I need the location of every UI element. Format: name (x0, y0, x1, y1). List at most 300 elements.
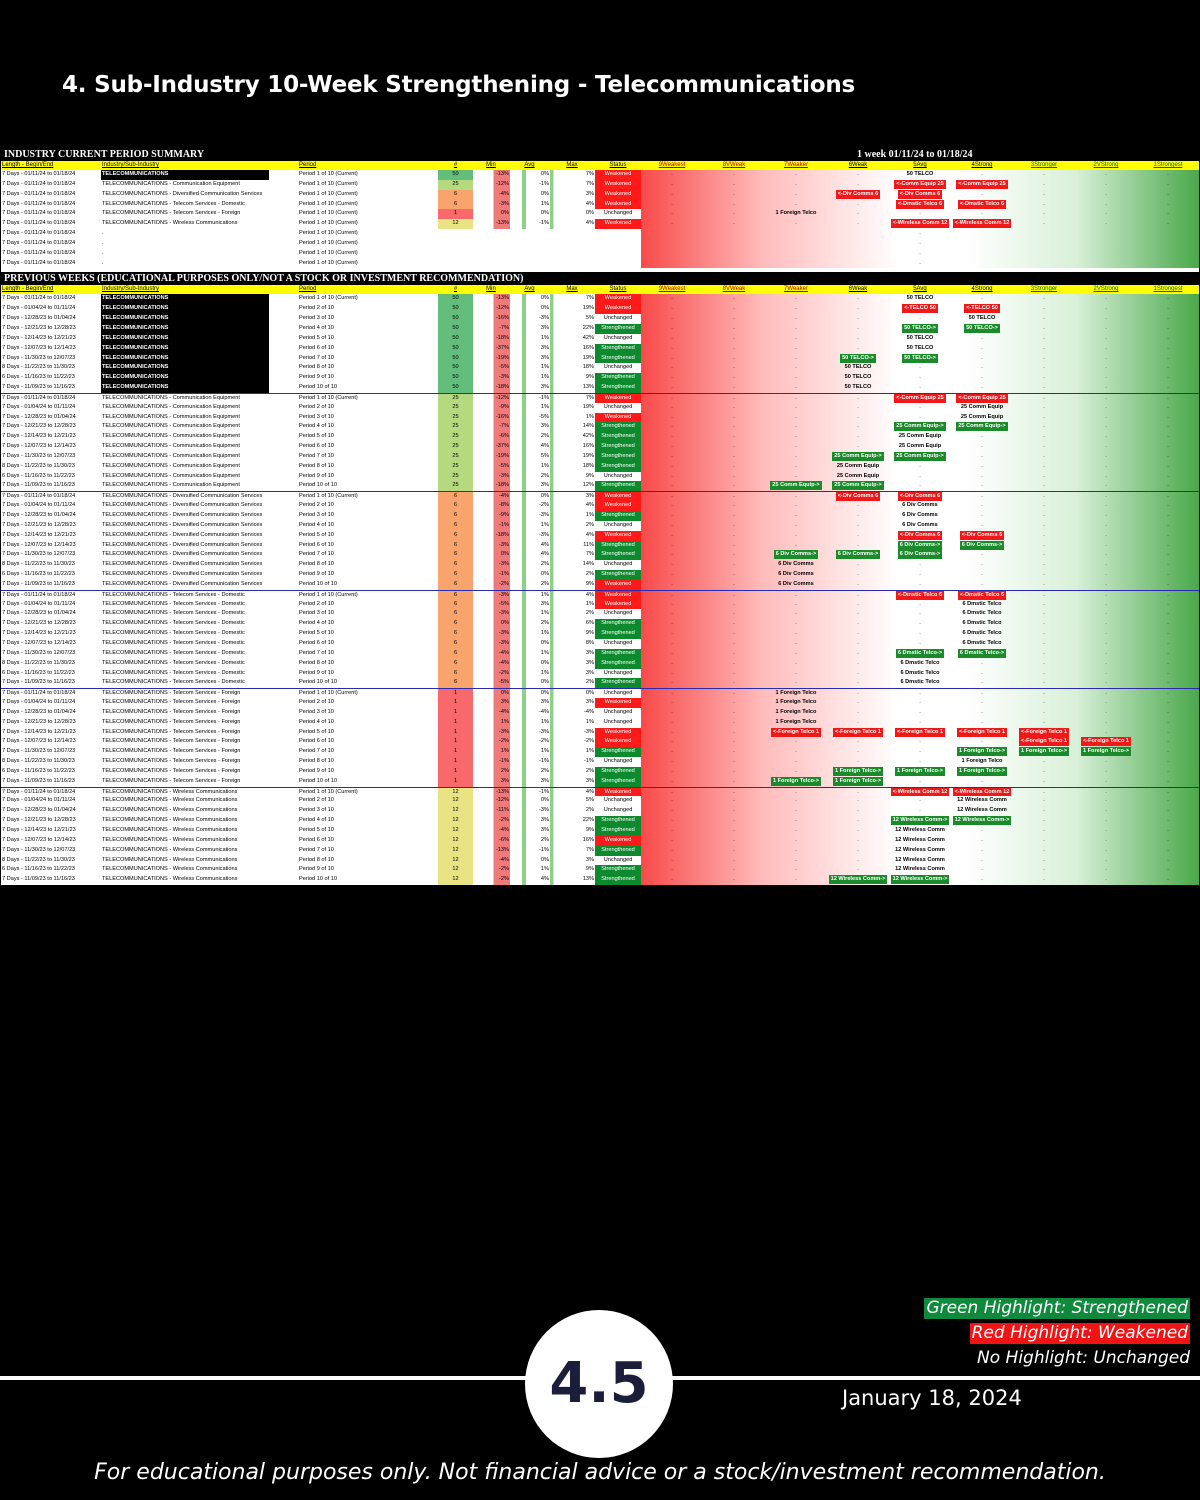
rank-cell (827, 324, 889, 334)
rank-cell (765, 728, 827, 738)
rank-cell (827, 344, 889, 354)
rank-dot: . (1167, 210, 1169, 217)
rank-cell (765, 259, 827, 269)
rank-cell (951, 521, 1013, 531)
rank-cell (765, 856, 827, 866)
rank-dot: . (733, 679, 735, 686)
cell: 12 (438, 875, 473, 885)
rank-dot: . (1043, 591, 1045, 598)
cell: 16% (550, 344, 595, 354)
rank-cell (641, 511, 703, 521)
cell: 8 Days - 11/22/23 to 11/30/23 (2, 561, 75, 568)
cell: -2% (473, 816, 510, 826)
rank-cell (1075, 788, 1137, 797)
rank-cell (1137, 394, 1199, 403)
cell: Weakened (595, 413, 641, 423)
rank-tag: 6 Dmstic Telco (962, 639, 1002, 646)
rank-cell (827, 190, 889, 200)
rank-dot: . (919, 580, 921, 587)
cell: -6% (473, 836, 510, 846)
rank-cell (1013, 314, 1075, 324)
previous-rows (1, 294, 1199, 885)
rank-cell (1013, 788, 1075, 797)
cell: Period 3 of 10 (299, 413, 334, 420)
rank-cell (641, 334, 703, 344)
cell: Unchanged (603, 797, 633, 804)
rank-cell (765, 550, 827, 560)
rank-dot: . (919, 748, 921, 755)
rank-dot: . (1043, 521, 1045, 528)
rank-dot: . (919, 239, 921, 246)
rank-cell (889, 294, 951, 304)
rank-cell (765, 570, 827, 580)
rank-dot: . (671, 423, 673, 430)
cell: 25 (438, 413, 473, 423)
cell: -2% (510, 737, 550, 747)
rank-tag: 25 Comm Equip-> (896, 423, 944, 430)
table-row (1, 491, 1199, 501)
cell: -3% (510, 314, 550, 324)
rank-dot: . (1043, 541, 1045, 548)
rank-cell (889, 324, 951, 334)
rank-dot: . (671, 180, 673, 187)
rank-dot: . (1105, 423, 1107, 430)
rank-cell (1013, 591, 1075, 600)
rank-dot: . (1105, 758, 1107, 765)
rank-cell (1075, 619, 1137, 629)
rank-cell (951, 659, 1013, 669)
cell: Strengthened (595, 767, 641, 777)
rank-dot: . (795, 639, 797, 646)
cell: Period 1 of 10 (Current) (299, 493, 358, 500)
rank-tag: 1 Foreign Telco-> (1020, 748, 1068, 755)
rank-cell (827, 209, 889, 219)
cell: 7% (550, 550, 595, 560)
rank-cell (703, 591, 765, 600)
rank-dot: . (981, 462, 983, 469)
rank-dot: . (733, 649, 735, 656)
page-title: 4. Sub-Industry 10-Week Strengthening - Telecommunications (62, 72, 856, 98)
cell: 7 Days - 11/09/23 to 11/16/23 (2, 777, 75, 784)
table-row (1, 875, 1199, 885)
cell: 1% (510, 363, 550, 373)
rank-cell (1013, 219, 1075, 229)
rank-dot: . (733, 551, 735, 558)
rank-cell (765, 180, 827, 190)
rank-cell (703, 541, 765, 551)
rank-grid (641, 550, 1199, 560)
cell: 25 (438, 394, 473, 403)
cell: -3% (473, 560, 510, 570)
rank-dot: . (981, 512, 983, 518)
rank-dot: . (857, 324, 859, 331)
rank-tag: <-Foreign Telco 1 (958, 728, 1006, 735)
rank-dot: . (857, 344, 859, 351)
cell: 7 Days - 12/28/23 to 01/04/24 (2, 708, 76, 715)
cell: Period 5 of 10 (299, 827, 334, 833)
cell: Strengthened (595, 344, 641, 354)
cell: -12% (473, 394, 510, 403)
rank-tag: 1 Foreign Telco (775, 210, 817, 217)
rank-dot: . (795, 846, 797, 853)
cell: -5% (473, 678, 510, 688)
rank-cell (827, 259, 889, 269)
column-header: Max (566, 162, 578, 168)
column-header: Status (609, 162, 627, 168)
rank-dot: . (671, 669, 673, 676)
rank-tag: 6 Div Comms (778, 561, 814, 568)
cell: -3% (510, 806, 550, 816)
cell: 1 (438, 708, 473, 718)
rank-dot: . (1167, 384, 1169, 391)
rank-dot: . (795, 394, 797, 401)
rank-cell (1075, 511, 1137, 521)
rank-dot: . (857, 630, 859, 637)
rank-dot: . (1105, 472, 1107, 479)
table-row (1, 619, 1199, 629)
rank-cell (951, 649, 1013, 659)
column-header: # (453, 162, 458, 168)
rank-cell (951, 737, 1013, 747)
rank-cell (1137, 373, 1199, 383)
rank-cell (1013, 836, 1075, 846)
cell: Strengthened (595, 649, 641, 659)
rank-dot: . (981, 738, 983, 745)
rank-cell (1013, 472, 1075, 482)
cell: TELECOMMUNICATIONS - Communication Equipment (102, 472, 240, 479)
rank-tag: <-Foreign Telco 1 (834, 728, 882, 735)
rank-cell (703, 777, 765, 787)
cell: Period 2 of 10 (299, 600, 334, 607)
cell: Period 1 of 10 (Current) (299, 220, 358, 227)
table-row (1, 639, 1199, 649)
cell: -11% (473, 806, 510, 816)
rank-dot: . (1167, 788, 1169, 795)
rank-cell (889, 354, 951, 364)
rank-dot: . (671, 413, 673, 420)
rank-cell (765, 767, 827, 777)
rank-tag: <-TELCO 50 (904, 305, 936, 312)
rank-dot: . (1167, 452, 1169, 459)
rank-cell (641, 324, 703, 334)
cell: 7 Days - 01/11/24 to 01/18/24 (2, 239, 76, 246)
rank-cell (1013, 259, 1075, 269)
rank-dot: . (1043, 777, 1045, 784)
rank-grid (641, 304, 1199, 314)
rank-cell (703, 363, 765, 373)
cell: Period 1 of 10 (Current) (299, 249, 358, 256)
cell: 8% (550, 639, 595, 649)
rank-dot: . (671, 334, 673, 341)
rank-dot: . (1167, 639, 1169, 646)
rank-dot: . (1105, 561, 1107, 568)
rank-cell (765, 875, 827, 885)
cell: -7% (473, 324, 510, 334)
cell: TELECOMMUNICATIONS - Communication Equipment (102, 433, 240, 440)
rank-cell (765, 452, 827, 462)
rank-dot: . (795, 502, 797, 509)
cell: 3% (550, 669, 595, 679)
rank-cell (951, 209, 1013, 219)
legend-unchanged: No Highlight: Unchanged (977, 1348, 1190, 1368)
rank-cell (1137, 836, 1199, 846)
rank-cell (765, 501, 827, 511)
cell: 50 (438, 314, 473, 324)
cell: Strengthened (595, 747, 641, 757)
rank-dot: . (671, 738, 673, 745)
cell: 16% (550, 442, 595, 452)
rank-cell (951, 777, 1013, 787)
cell: Weakened (595, 580, 641, 590)
cell: Period 1 of 10 (Current) (299, 190, 358, 197)
cell: -1% (550, 757, 595, 767)
cell: TELECOMMUNICATIONS - Communication Equipment (102, 413, 240, 420)
rank-tag: 6 Dmstic Telco-> (897, 649, 943, 656)
rank-grid (641, 541, 1199, 551)
cell: TELECOMMUNICATIONS - Communication Equipment (102, 423, 240, 430)
rank-cell (765, 239, 827, 249)
rank-dot: . (733, 364, 735, 371)
rank-dot: . (1105, 866, 1107, 873)
rank-cell (889, 170, 951, 180)
cell: Period 1 of 10 (Current) (299, 690, 358, 697)
rank-dot: . (1167, 659, 1169, 666)
rank-cell (641, 777, 703, 787)
rank-dot: . (795, 797, 797, 804)
cell: Unchanged (603, 669, 633, 676)
rank-dot: . (1105, 690, 1107, 697)
rank-dot: . (733, 571, 735, 578)
column-header: 4Strong (971, 286, 993, 293)
rank-dot: . (795, 413, 797, 420)
rank-dot: . (671, 649, 673, 656)
rank-cell (641, 580, 703, 590)
rank-dot: . (733, 630, 735, 637)
rank-cell (1137, 659, 1199, 669)
cell: 4% (510, 541, 550, 551)
rank-dot: . (857, 561, 859, 568)
rank-dot: . (1043, 669, 1045, 676)
cell: 1% (510, 629, 550, 639)
cell: Unchanged (603, 639, 633, 646)
rank-dot: . (981, 571, 983, 578)
rank-dot: . (1167, 413, 1169, 420)
rank-cell (827, 836, 889, 846)
rank-cell (889, 190, 951, 200)
cell: TELECOMMUNICATIONS - Telecom Services - Domestic (102, 639, 245, 646)
rank-cell (641, 609, 703, 619)
rank-dot: . (1105, 600, 1107, 607)
column-header: 1Strongest (1153, 286, 1183, 293)
cell: Period 1 of 10 (Current) (299, 210, 358, 217)
rank-cell (889, 591, 951, 600)
cell: 9% (550, 629, 595, 639)
cell: Period 1 of 10 (Current) (299, 200, 358, 207)
rank-cell (1013, 619, 1075, 629)
rank-cell (703, 550, 765, 560)
table-row (1, 787, 1199, 797)
cell: 3% (510, 344, 550, 354)
rank-cell (641, 600, 703, 610)
rank-dot: . (671, 827, 673, 833)
rank-cell (827, 354, 889, 364)
rank-cell (951, 856, 1013, 866)
rank-dot: . (795, 443, 797, 450)
rank-dot: . (671, 462, 673, 469)
rank-cell (1075, 580, 1137, 590)
cell: 1% (550, 600, 595, 610)
cell: 7 Days - 01/11/24 to 01/18/24 (2, 394, 76, 401)
rank-dot: . (981, 171, 983, 177)
rank-cell (1137, 403, 1199, 413)
column-header-row (1, 161, 1199, 170)
cell: 25 (438, 472, 473, 482)
rank-cell (703, 383, 765, 393)
cell: TELECOMMUNICATIONS - Telecom Services - Domestic (102, 649, 245, 656)
rank-cell (641, 219, 703, 229)
cell: Period 1 of 10 (Current) (299, 230, 358, 237)
cell: 11% (550, 541, 595, 551)
rank-dot: . (1043, 452, 1045, 459)
rank-cell (641, 875, 703, 885)
rank-cell (1137, 560, 1199, 570)
rank-cell (765, 314, 827, 324)
rank-tag: <-Comm Equip 25 (958, 180, 1006, 187)
cell: 1 (438, 777, 473, 787)
rank-tag: 12 Wireless Comm (895, 846, 945, 853)
rank-cell (889, 757, 951, 767)
rank-cell (1137, 629, 1199, 639)
rank-cell (1137, 294, 1199, 304)
cell: 2% (550, 609, 595, 619)
rank-dot: . (671, 807, 673, 814)
rank-cell (765, 678, 827, 688)
cell (438, 239, 473, 249)
rank-cell (641, 492, 703, 501)
cell: TELECOMMUNICATIONS (101, 324, 269, 334)
cell: 7 Days - 01/11/24 to 01/18/24 (2, 295, 76, 302)
cell: 7 Days - 12/21/23 to 12/28/23 (2, 521, 76, 528)
rank-cell (889, 259, 951, 269)
rank-cell (1013, 492, 1075, 501)
rank-cell (765, 619, 827, 629)
rank-cell (827, 846, 889, 856)
cell: 42% (550, 334, 595, 344)
rank-dot: . (1167, 521, 1169, 528)
rank-dot: . (795, 856, 797, 863)
rank-cell (641, 521, 703, 531)
rank-grid (641, 324, 1199, 334)
rank-dot: . (1167, 708, 1169, 715)
cell: 4% (510, 875, 550, 885)
rank-cell (703, 521, 765, 531)
column-header: 9Weakest (658, 162, 686, 168)
cell: . (102, 259, 104, 266)
cell: TELECOMMUNICATIONS - Diversified Communication Services (102, 580, 263, 587)
rank-dot: . (733, 200, 735, 207)
rank-cell (1013, 856, 1075, 866)
cell: 0% (510, 190, 550, 200)
rank-cell (827, 698, 889, 708)
rank-dot: . (1105, 728, 1107, 735)
table-row (1, 678, 1199, 688)
cell: 6 (438, 639, 473, 649)
rank-cell (951, 757, 1013, 767)
cell: Strengthened (595, 826, 641, 836)
rank-cell (703, 708, 765, 718)
rank-dot: . (981, 777, 983, 784)
cell: Unchanged (603, 758, 633, 765)
rank-dot: . (1043, 394, 1045, 401)
cell: -37% (473, 442, 510, 452)
rank-cell (765, 531, 827, 541)
rank-tag: 6 Dmstic Telco (900, 659, 940, 666)
rank-grid (641, 180, 1199, 190)
rank-dot: . (1043, 423, 1045, 430)
cell: Weakened (595, 190, 641, 200)
rank-cell (703, 619, 765, 629)
rank-cell (1137, 708, 1199, 718)
rank-tag: <-Dmstic Telco 6 (897, 591, 943, 598)
rank-dot: . (857, 531, 859, 538)
rank-dot: . (919, 718, 921, 725)
rank-tag: 6 Div Comms-> (961, 541, 1003, 548)
rank-cell (641, 531, 703, 541)
rank-dot: . (733, 876, 735, 883)
cell: -2% (473, 580, 510, 590)
rank-cell (641, 403, 703, 413)
rank-cell (1137, 550, 1199, 560)
rank-cell (889, 314, 951, 324)
cell: Weakened (595, 531, 641, 541)
table-row (1, 239, 1199, 249)
rank-tag: 1 Foreign Telco (775, 718, 817, 725)
rank-dot: . (671, 876, 673, 883)
rank-cell (889, 373, 951, 383)
rank-cell (951, 314, 1013, 324)
table-row (1, 806, 1199, 816)
cell: Period 4 of 10 (299, 718, 334, 725)
rank-dot: . (857, 748, 859, 755)
column-header: 6Weak (848, 162, 868, 168)
rank-cell (641, 826, 703, 836)
cell: 7 Days - 12/07/23 to 12/14/23 (2, 639, 76, 646)
rank-cell (889, 669, 951, 679)
cell: 3% (510, 600, 550, 610)
rank-cell (889, 334, 951, 344)
rank-cell (1013, 816, 1075, 826)
rank-dot: . (671, 443, 673, 450)
rank-dot: . (1043, 561, 1045, 568)
rank-dot: . (671, 364, 673, 371)
cell: Period 5 of 10 (299, 334, 334, 341)
cell: -12% (473, 304, 510, 314)
cell: Weakened (595, 492, 641, 501)
cell: 7% (550, 294, 595, 304)
cell: 3% (550, 659, 595, 669)
rank-cell (827, 170, 889, 180)
rank-dot: . (1167, 423, 1169, 430)
rank-dot: . (795, 171, 797, 177)
cell: TELECOMMUNICATIONS - Wireless Communications (102, 220, 238, 227)
cell: Period 2 of 10 (299, 403, 334, 410)
rank-cell (827, 200, 889, 210)
rank-cell (889, 836, 951, 846)
rank-cell (1137, 570, 1199, 580)
rank-cell (889, 708, 951, 718)
rank-dot: . (981, 344, 983, 351)
cell: -1% (510, 757, 550, 767)
